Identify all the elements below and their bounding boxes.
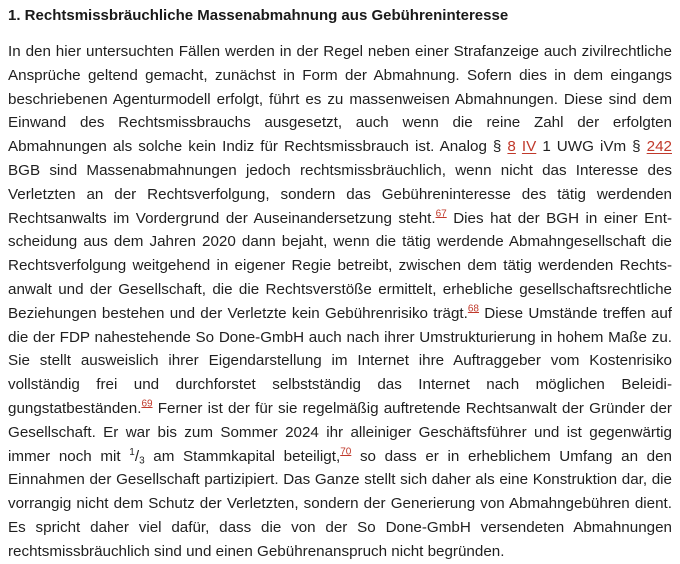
fraction-one-third bbox=[129, 448, 144, 465]
text-run: Dies hat der BGH in einer Entscheidung aus dem Jahren 2020 dann bejaht, wenn die tätig werdende Abmahngesellschaft die Rechtsverfolgung weitgehend in eigener Regie betreibt, zwischen dem tätig werdenden Rechtsanwalt und der Gesellschaft, die die Rechtsverstöße ermittelt, erhebliche gesellschaftsrechtliche Beziehungen bestehen und der Verletzte kein Gebührenrisiko trägt. bbox=[8, 209, 672, 322]
statute-link-242[interactable]: 242 bbox=[646, 138, 672, 156]
text-run: 1 UWG iVm § bbox=[536, 138, 647, 156]
footnote-ref-70 bbox=[340, 446, 351, 457]
document bbox=[8, 6, 672, 564]
text-run: In den hier untersuchten Fällen werden in der Regel neben einer Strafanzeige auch zivilrechtliche Ansprüche geltend gemacht, zunächst in Form der Abmahnung. Sofern dies in dem eingangs beschriebenen Agenturmodell erfolgt, führt es zu massenweisen Abmahnungen. Diese sind dem Einwand des Rechtsmissbrauchs ausgesetzt, auch wenn die reine Zahl der erfolgten Abmahnungen als solche kein Indiz für Rechtsmissbrauch ist. Analog § bbox=[8, 43, 672, 156]
footnote-ref-69 bbox=[141, 398, 152, 409]
text-run: BGB sind Massenabmahnungen jedoch rechtsmissbräuchlich, wenn nicht das Interesse des Verletzten an der Rechtsverfolgung, sondern das Gebühreninteresse des tätig werdenden Rechtsanwalts im Vordergrund der Auseinandersetzung steht. bbox=[8, 161, 672, 227]
statute-link-iv[interactable]: IV bbox=[521, 138, 537, 156]
footnote-ref-68 bbox=[468, 303, 479, 314]
section-heading: 1. Rechtsmissbräuchliche Massenabmahnung aus Gebühreninteresse bbox=[8, 7, 509, 24]
fraction-numerator: 1 bbox=[129, 446, 135, 458]
body-paragraph bbox=[8, 40, 672, 564]
footnote-link-68[interactable]: 68 bbox=[467, 303, 479, 315]
footnote-ref-67 bbox=[436, 208, 447, 219]
text-run: so dass er in erheblichem Umfang an den Einnahmen der Gesellschaft partizipiert. Das Ganze stellt sich daher als eine Konstruktion dar, die vorrangig nicht dem Schutz der Verletzten, sondern der Generierung von Abmahngebühren dient. Es spricht daher viel dafür, dass die von der So Done-GmbH versendeten Abmahnungen rechtsmissbräuchlich sind und einen Gebührenanspruch nicht begründen. bbox=[8, 447, 672, 560]
text-run: Diese Umstände treffen auf die der FDP nahestehende So Done-GmbH auch nach ihrer Umstrukturierung in hohem Maße zu. Sie stellt ausweislich ihrer Eigendarstellung im Internet ihre Auftraggeber vom Kostenrisiko vollständig frei und durchforstet selbstständig das Internet nach möglichen Beleidigungstatbeständen. bbox=[8, 304, 673, 417]
footnote-link-67[interactable]: 67 bbox=[435, 208, 447, 220]
text-run: Ferner ist der für sie regelmäßig auftretende Rechtsanwalt der Gründer der Gesellschaft. Er war bis zum Sommer 2024 ihr alleiniger Geschäftsführer und ist gegenwärtig immer noch mit bbox=[8, 399, 672, 465]
fraction-slash: / bbox=[134, 447, 140, 465]
fraction-denominator: 3 bbox=[139, 455, 145, 467]
text-run: am Stammkapital beteiligt, bbox=[144, 447, 341, 465]
footnote-link-69[interactable]: 69 bbox=[141, 398, 153, 410]
statute-link-8[interactable]: 8 bbox=[507, 138, 516, 156]
footnote-link-70[interactable]: 70 bbox=[340, 446, 352, 458]
